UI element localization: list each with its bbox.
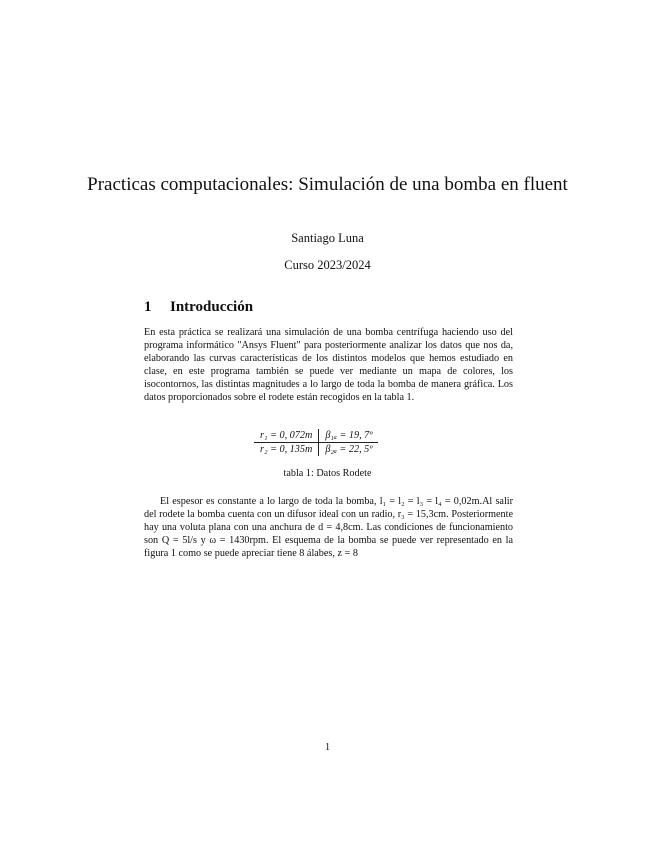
table-cell: r₁ = 0, 072m (254, 429, 319, 443)
author-name: Santiago Luna (291, 231, 364, 245)
intro-paragraph: En esta práctica se realizará una simulación de una bomba centrífuga haciendo uso del programa informático "Ansys Fluent" para posteriormente analizar los datos que nos da, elaborando las curvas características de los distintos modelos que hemos estudiado en clase, en este programa también se puede ver mediante un mapa de colores, los isocontornos, las distintas magnitudes a lo largo de toda la bomba de manera gráfica. Los datos proporcionados sobre el rodete están recogidos en la tabla 1. (144, 327, 513, 403)
course-date: Curso 2023/2024 (284, 258, 371, 272)
table-cell: β₁ₐ = 19, 7º (319, 429, 379, 443)
page-number: 1 (324, 742, 331, 753)
table-cell: r₂ = 0, 135m (254, 443, 319, 457)
table-row (254, 429, 378, 443)
rodete-data-table (254, 429, 378, 456)
document-title: Practicas computacionales: Simulación de una bomba en fluent (87, 174, 568, 195)
section-title: Introducción (170, 299, 254, 315)
section-heading (144, 299, 253, 316)
table-cell: β₂ₐ = 22, 5º (325, 444, 373, 455)
table-row (254, 443, 378, 457)
section-number: 1 (144, 299, 152, 315)
table-caption: tabla 1: Datos Rodete (283, 468, 372, 479)
conditions-paragraph: El espesor es constante a lo largo de toda la bomba, l₁ = l₂ = l₃ = l₄ = 0,02m.Al salir del rodete la bomba cuenta con un difusor ideal con un radio, r₃ = 15,3cm. Posteriormente hay una voluta plana con una anchura de d = 4,8cm. Las condiciones de funcionamiento son Q = 5l/s y ω = 1430rpm. El esquema de la bomba se puede ver representado en la figura 1 como se puede apreciar tiene 8 álabes, z = 8 (144, 496, 513, 559)
